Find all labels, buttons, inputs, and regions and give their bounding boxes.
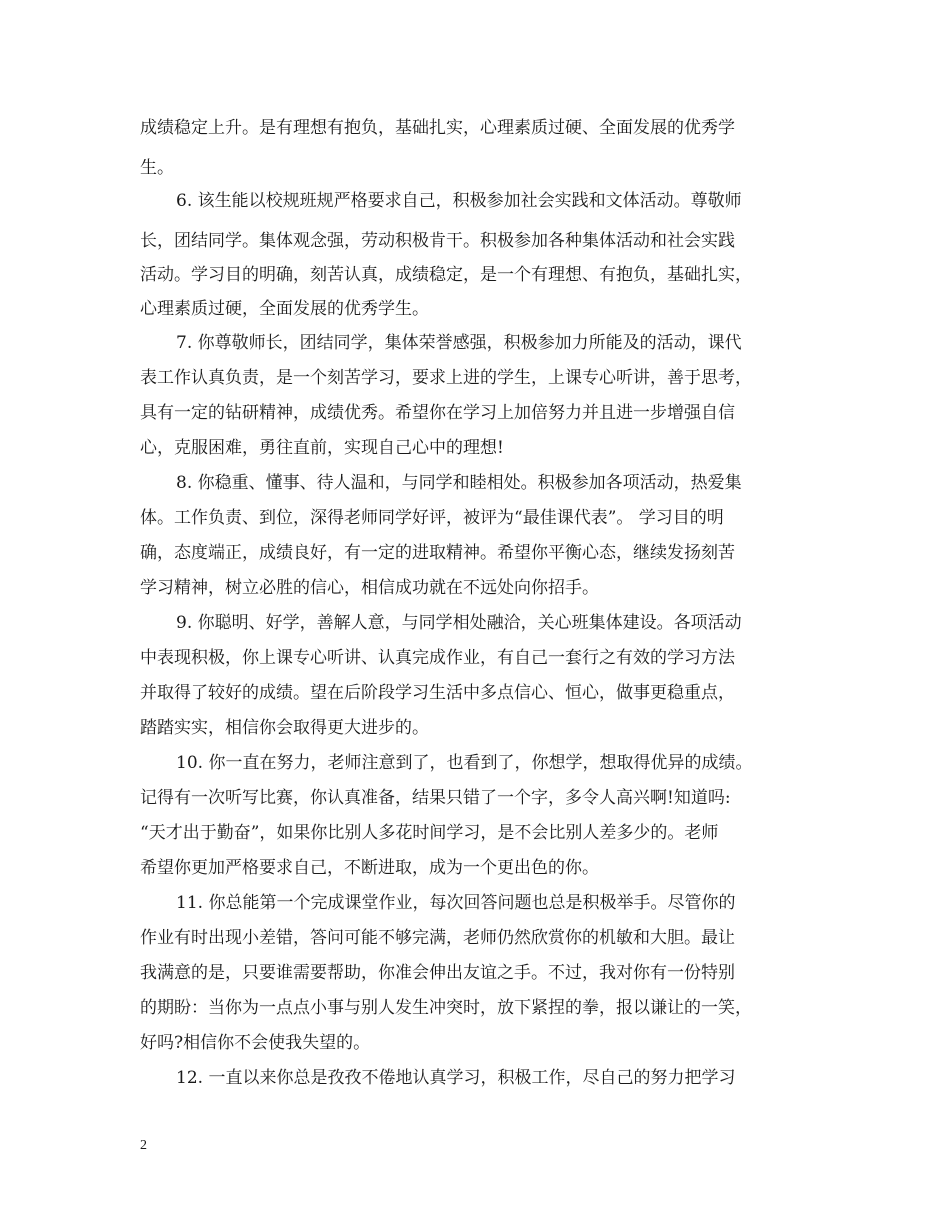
text-line: 生。 xyxy=(140,158,174,178)
paragraph-6-line: 6. 该生能以校规班规严格要求自己，积极参加社会实践和文体活动。尊敬师 xyxy=(176,191,742,211)
text-line: 确，态度端正，成绩良好，有一定的进取精神。希望你平衡心态，继续发扬刻苦 xyxy=(140,543,735,563)
text-line: 我满意的是，只要谁需要帮助，你准会伸出友谊之手。不过，我对你有一份特别 xyxy=(140,963,735,983)
paragraph-8-line: 8. 你稳重、懂事、待人温和，与同学和睦相处。积极参加各项活动，热爱集 xyxy=(176,473,742,493)
text-line: 长，团结同学。集体观念强，劳动积极肯干。积极参加各种集体活动和社会实践 xyxy=(140,231,735,251)
paragraph-12-line: 12. 一直以来你总是孜孜不倦地认真学习，积极工作，尽自己的努力把学习 xyxy=(176,1068,736,1088)
text-line: 表工作认真负责，是一个刻苦学习，要求上进的学生，上课专心听讲，善于思考， xyxy=(140,368,752,388)
text-line: 成绩稳定上升。是有理想有抱负，基础扎实，心理素质过硬、全面发展的优秀学 xyxy=(140,118,735,138)
text-line: 心，克服困难，勇往直前，实现自己心中的理想! xyxy=(140,438,504,458)
text-line: 希望你更加严格要求自己，不断进取，成为一个更出色的你。 xyxy=(140,858,599,878)
page-number: 2 xyxy=(140,1138,147,1153)
text-line: 中表现积极，你上课专心听讲、认真完成作业，有自己一套行之有效的学习方法 xyxy=(140,648,735,668)
text-line: 踏踏实实，相信你会取得更大进步的。 xyxy=(140,718,429,738)
text-line: 并取得了较好的成绩。望在后阶段学习生活中多点信心、恒心，做事更稳重点， xyxy=(140,683,735,703)
paragraph-7-line: 7. 你尊敬师长，团结同学，集体荣誉感强，积极参加力所能及的活动，课代 xyxy=(176,333,742,353)
text-line: 记得有一次听写比赛，你认真准备，结果只错了一个字，多令人高兴啊!知道吗: xyxy=(140,788,731,808)
text-line: 体。工作负责、到位，深得老师同学好评，被评为“最佳课代表”。 学习目的明 xyxy=(140,508,724,528)
text-line: 具有一定的钻研精神，成绩优秀。希望你在学习上加倍努力并且进一步增强自信 xyxy=(140,403,735,423)
paragraph-10-line: 10. 你一直在努力，老师注意到了，也看到了，你想学，想取得优异的成绩。 xyxy=(176,753,753,773)
text-line: 心理素质过硬，全面发展的优秀学生。 xyxy=(140,299,429,319)
paragraph-9-line: 9. 你聪明、好学，善解人意，与同学相处融洽，关心班集体建设。各项活动 xyxy=(176,613,742,633)
text-line: “天才出于勤奋”，如果你比别人多花时间学习，是不会比别人差多少的。老师 xyxy=(140,823,719,843)
text-line: 作业有时出现小差错，答问可能不够完满，老师仍然欣赏你的机敏和大胆。最让 xyxy=(140,928,735,948)
paragraph-11-line: 11. 你总能第一个完成课堂作业，每次回答问题也总是积极举手。尽管你的 xyxy=(176,893,736,913)
text-line: 学习精神，树立必胜的信心，相信成功就在不远处向你招手。 xyxy=(140,578,599,598)
text-line: 的期盼：当你为一点点小事与别人发生冲突时，放下紧捏的拳，报以谦让的一笑， xyxy=(140,998,752,1018)
text-line: 好吗?相信你不会使我失望的。 xyxy=(140,1033,371,1053)
text-line: 活动。学习目的明确，刻苦认真，成绩稳定，是一个有理想、有抱负，基础扎实， xyxy=(140,265,752,285)
